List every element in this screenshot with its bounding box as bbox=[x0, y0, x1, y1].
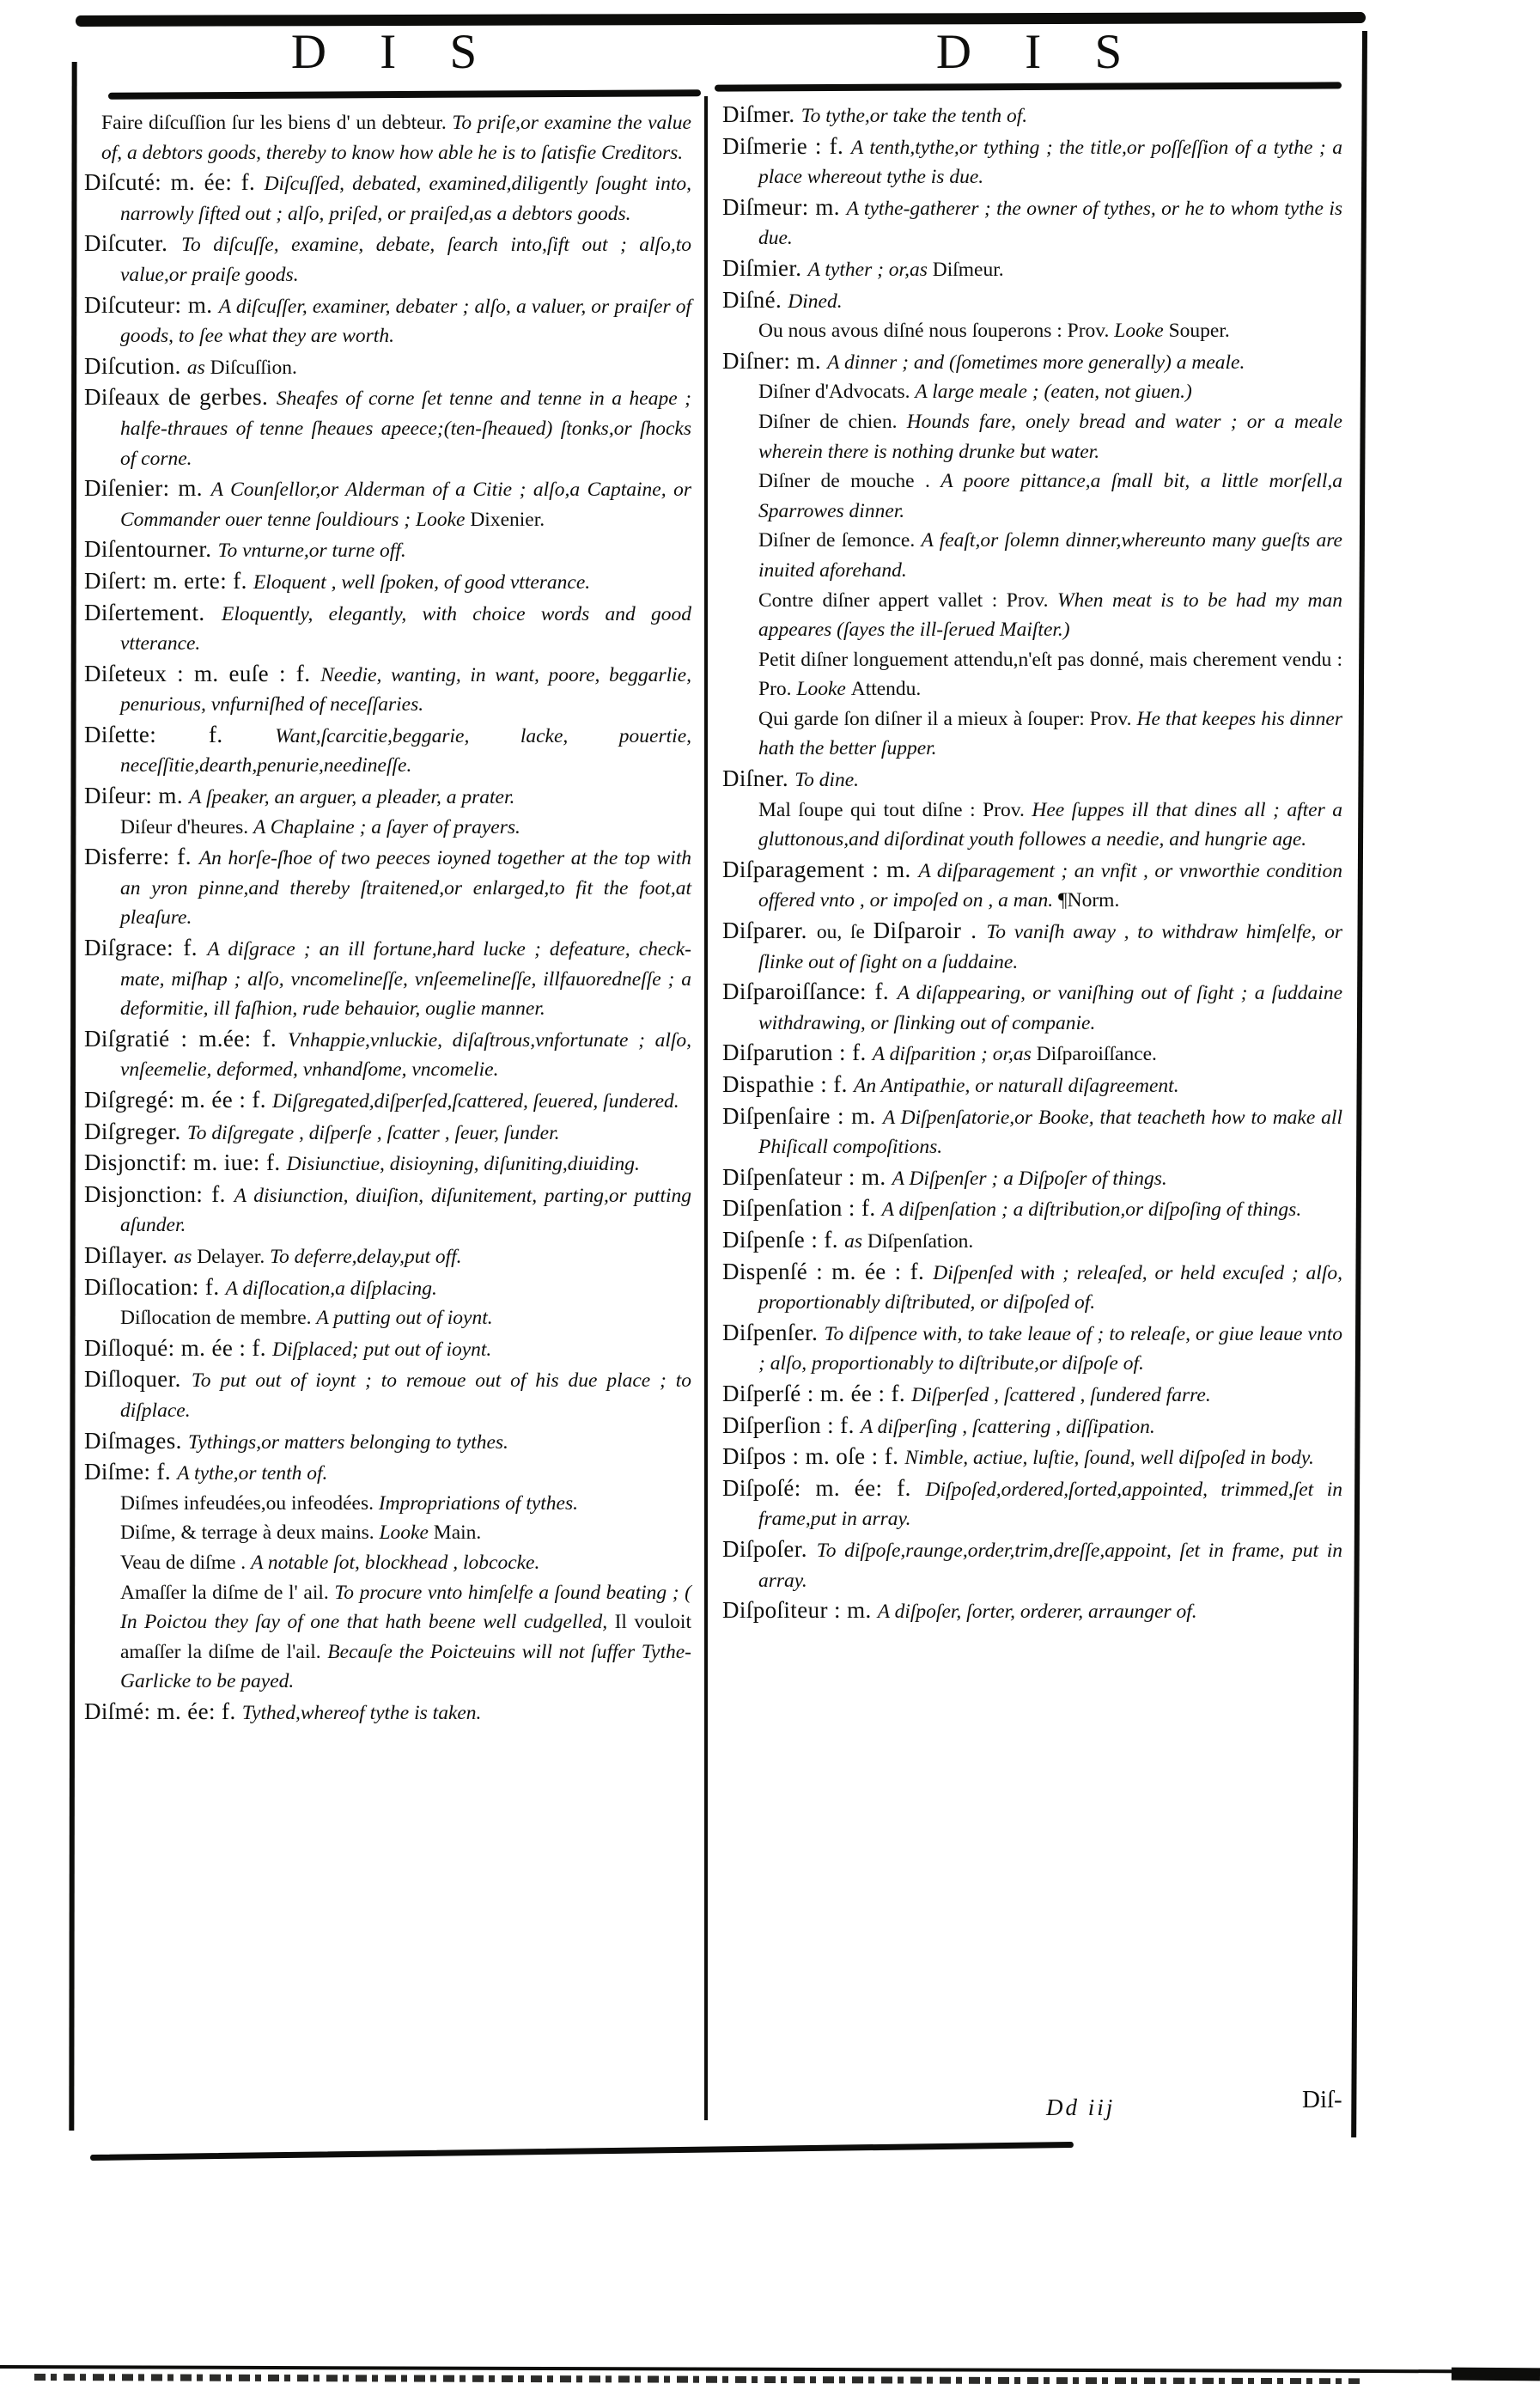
headword: Disjonctif: m. iue: f. bbox=[84, 1149, 287, 1176]
dictionary-entry bbox=[84, 108, 691, 168]
gloss-italic: A dinner ; and (ſometimes more generally) a meale. bbox=[827, 351, 1245, 374]
dictionary-entry bbox=[84, 1272, 691, 1304]
gloss-italic: Diſgregated,diſperſed,ſcattered, ſeuered, ſundered. bbox=[272, 1090, 679, 1113]
dictionary-entry bbox=[84, 1085, 691, 1117]
dictionary-entry bbox=[722, 1534, 1342, 1595]
headword: Diſme: f. bbox=[84, 1459, 178, 1485]
dictionary-entry bbox=[722, 377, 1342, 407]
headword: Diſperſé : m. ée : f. bbox=[722, 1380, 912, 1406]
roman-text: Amaſſer la diſme de l' ail. bbox=[120, 1581, 335, 1604]
gloss-italic: To vnturne,or turne off. bbox=[217, 540, 406, 563]
dictionary-entry bbox=[722, 704, 1342, 764]
roman-text: Diſparoiſſance. bbox=[1036, 1043, 1157, 1066]
roman-text: ¶Norm. bbox=[1057, 889, 1120, 912]
dictionary-entry bbox=[722, 100, 1342, 131]
dictionary-entry bbox=[722, 407, 1342, 466]
signature-mark: Dd iij bbox=[1046, 2094, 1116, 2120]
headword: Diſner: m. bbox=[722, 347, 828, 374]
roman-text: Diſner de ſemonce. bbox=[758, 529, 922, 552]
headword: Diſmages. bbox=[84, 1427, 188, 1454]
column-divider-rule bbox=[704, 96, 708, 2120]
headword: Diſmeur: m. bbox=[722, 193, 847, 220]
headword: Diſcuteur: m. bbox=[84, 291, 219, 318]
headword: Dispenſé : m. ée : f. bbox=[722, 1258, 934, 1284]
left-border-rule bbox=[69, 62, 76, 2131]
page-edge-dashes bbox=[34, 2374, 1361, 2384]
headword: Dispathie : f. bbox=[722, 1071, 854, 1097]
gloss-italic: A diſpoſer, ſorter, orderer, arraunger of. bbox=[877, 1601, 1197, 1624]
headword: Diſeteux : m. euſe : f. bbox=[84, 660, 321, 686]
gloss-italic: To deferre,delay,put off. bbox=[270, 1245, 462, 1268]
headword: Diſparagement : m. bbox=[722, 856, 919, 882]
dictionary-entry bbox=[722, 1225, 1342, 1257]
headword: Diſpenſation : f. bbox=[722, 1195, 882, 1222]
dictionary-entry bbox=[84, 1489, 691, 1519]
headword: Diſloquer. bbox=[84, 1366, 192, 1393]
dictionary-entry bbox=[722, 1379, 1342, 1411]
headword: Diſlocation: f. bbox=[84, 1273, 226, 1300]
gloss-italic: A poore pittance,a ſmall bit, a little morſell,a Sparrowes dinner. bbox=[758, 470, 1342, 522]
dictionary-entry bbox=[84, 566, 691, 598]
gloss-italic: Impropriations of tythes. bbox=[378, 1491, 579, 1515]
dictionary-entry bbox=[84, 1024, 691, 1085]
gloss-italic: To diſpoſe,raunge,order,trim,dreſſe,appoint, ſet in frame, put in array. bbox=[758, 1539, 1342, 1592]
dictionary-entry bbox=[722, 1193, 1342, 1225]
roman-text: Diſner de chien. bbox=[758, 410, 907, 433]
dictionary-entry bbox=[84, 598, 691, 659]
dictionary-entry bbox=[722, 855, 1342, 916]
gloss-italic: A diſcuſſer, examiner, debater ; alſo, a valuer, or praiſer of goods, to ſee what they are worth. bbox=[120, 295, 691, 348]
gloss-italic: To diſcuſſe, examine, debate, ſearch into,ſift out ; alſo,to value,or praiſe goods. bbox=[120, 234, 691, 286]
dictionary-entry bbox=[722, 526, 1342, 585]
headword: Diſgratié : m.ée: f. bbox=[84, 1025, 288, 1052]
dictionary-entry bbox=[84, 1697, 691, 1729]
running-head-right: D I S bbox=[935, 25, 1135, 79]
gloss-italic: A tenth,tythe,or tything ; the title,or poſſeſſion of a tythe ; a place whereout tythe is due. bbox=[758, 136, 1342, 189]
gloss-italic: A large meale ; (eaten, not giuen.) bbox=[915, 381, 1192, 404]
headword: Diſcuté: m. ée: f. bbox=[84, 169, 265, 196]
headword: Diſeaux de gerbes. bbox=[84, 384, 277, 411]
dictionary-entry bbox=[84, 842, 691, 933]
gloss-italic: When meat is to be had my man appeares (ſayes the ill-ſerued Maiſter.) bbox=[758, 588, 1342, 642]
dictionary-entry bbox=[722, 796, 1342, 855]
headword: Diſmerie : f. bbox=[722, 132, 851, 159]
roman-text: Delayer. bbox=[197, 1245, 271, 1268]
gloss-italic: Looke bbox=[796, 678, 851, 701]
dictionary-entry bbox=[722, 285, 1342, 317]
dictionary-entry bbox=[84, 290, 691, 351]
dictionary-entry bbox=[84, 1241, 691, 1272]
dictionary-entry bbox=[722, 192, 1342, 253]
dictionary-entry bbox=[722, 1318, 1342, 1379]
roman-text: Diſcuſſion. bbox=[210, 356, 297, 379]
dictionary-entry bbox=[84, 659, 691, 720]
dictionary-entry bbox=[84, 229, 691, 290]
headword: Disferre: f. bbox=[84, 844, 199, 870]
catchword: Diſ- bbox=[1302, 2086, 1342, 2113]
gloss-italic: A diſappearing, or vaniſhing out of ſight ; a ſuddaine withdrawing, or ſlinking out of companie. bbox=[758, 982, 1343, 1034]
headword: Diſertement. bbox=[84, 599, 222, 625]
headword: Diſpenſateur : m. bbox=[722, 1163, 892, 1190]
roman-text: Souper. bbox=[1168, 320, 1230, 343]
headword: Diſpoſer. bbox=[722, 1535, 817, 1562]
dictionary-entry bbox=[722, 1595, 1342, 1627]
roman-text: Contre diſner appert vallet : Prov. bbox=[758, 588, 1057, 612]
dictionary-entry bbox=[84, 1518, 691, 1548]
headword: Diſentourner. bbox=[84, 536, 218, 563]
dictionary-entry bbox=[84, 933, 691, 1024]
gloss-italic: Looke bbox=[416, 508, 471, 531]
headword: Diſparer. bbox=[722, 918, 817, 944]
page-edge-corner bbox=[1452, 2368, 1540, 2381]
gloss-italic: Diſcuſſed, debated, examined,diligently ſought into, narrowly ſifted out ; alſo, priſed, or praiſed,as a debtors goods. bbox=[120, 173, 691, 225]
headword: Diſparoiſſance: f. bbox=[722, 979, 898, 1005]
gloss-italic: A tythe,or tenth of. bbox=[177, 1462, 328, 1485]
dictionary-entry bbox=[722, 316, 1342, 346]
dictionary-entry bbox=[722, 1411, 1342, 1442]
roman-text: Diſner de mouche . bbox=[758, 470, 941, 493]
gloss-italic: Nimble, actiue, luſtie, ſound, well diſpoſed in body. bbox=[904, 1447, 1314, 1470]
gloss-italic: A Chaplaine ; a ſayer of prayers. bbox=[253, 815, 520, 838]
headword: Diſparoir . bbox=[873, 918, 987, 944]
roman-text: Ou nous avous diſné nous ſouperons : Prov. bbox=[758, 320, 1115, 343]
headword: Diſmer. bbox=[722, 101, 801, 127]
gloss-italic: A ſpeaker, an arguer, a pleader, a prater. bbox=[189, 786, 515, 809]
gloss-italic: Disiunctiue, disioyning, diſuniting,diuiding. bbox=[286, 1153, 640, 1176]
left-column bbox=[84, 108, 691, 1728]
gloss-italic: Tythed,whereof tythe is taken. bbox=[241, 1701, 482, 1724]
dictionary-entry bbox=[722, 1162, 1342, 1194]
gloss-italic: Hounds fare, onely bread and water ; or a meale wherein there is nothing drunke but water. bbox=[758, 410, 1342, 463]
gloss-italic: Becauſe the Poicteuins will not ſuffer Tythe-Garlicke to be payed. bbox=[120, 1640, 691, 1693]
gloss-italic: as bbox=[844, 1229, 867, 1253]
roman-text: Diſpenſation. bbox=[867, 1229, 974, 1253]
gloss-italic: A tythe-gatherer ; the owner of tythes, or he to whom tythe is due. bbox=[758, 197, 1342, 250]
headword: Diſpos : m. oſe : f. bbox=[722, 1443, 905, 1470]
gloss-italic: A Diſpenſer ; a Diſpoſer of things. bbox=[892, 1167, 1167, 1190]
headword: Diſpoſiteur : m. bbox=[722, 1597, 878, 1624]
headword: Diſloqué: m. ée : f. bbox=[84, 1334, 273, 1361]
gloss-italic: A diſperſing , ſcattering , diſſipation. bbox=[860, 1415, 1155, 1438]
gloss-italic: A feaſt,or ſolemn dinner,whereunto many gueſts are inuited aforehand. bbox=[758, 529, 1342, 582]
dictionary-entry bbox=[84, 473, 691, 534]
dictionary-entry bbox=[722, 764, 1342, 796]
gloss-italic: To put out of ioynt ; to remoue out of his due place ; to diſplace. bbox=[120, 1369, 691, 1422]
headword: Diſcution. bbox=[84, 352, 187, 379]
headword: Diſmier. bbox=[722, 254, 808, 281]
dictionary-entry bbox=[84, 351, 691, 383]
headword: Diſmé: m. ée: f. bbox=[84, 1698, 242, 1724]
roman-text: ou, ſe bbox=[816, 921, 873, 944]
headword: Diſeur: m. bbox=[84, 783, 190, 809]
dictionary-entry bbox=[722, 1473, 1342, 1534]
gloss-italic: A diſparition ; or,as bbox=[872, 1043, 1037, 1066]
right-column bbox=[722, 100, 1342, 1627]
gloss-italic: Want,ſcarcitie,beggarie, lacke, pouertie, neceſſitie,dearth,penurie,needineſſe. bbox=[120, 724, 691, 777]
dictionary-entry bbox=[722, 586, 1342, 645]
dictionary-entry bbox=[84, 382, 691, 473]
dictionary-entry bbox=[84, 720, 691, 781]
gloss-italic: Eloquent , well ſpoken, of good vtterance. bbox=[253, 570, 591, 594]
gloss-italic: A diſparagement ; an vnfit , or vnworthie condition offered vnto , or impoſed on , a man. bbox=[758, 859, 1342, 912]
header-rule-left bbox=[108, 89, 701, 100]
gloss-italic: Diſpenſed with ; releaſed, or held excuſed ; alſo, proportionably diſtributed, or diſpoſed of. bbox=[758, 1261, 1342, 1314]
gloss-italic: Diſperſed , ſcattered , ſundered farre. bbox=[911, 1383, 1211, 1406]
dictionary-entry bbox=[722, 1038, 1342, 1070]
headword: Diſlayer. bbox=[84, 1241, 174, 1268]
roman-text: Main. bbox=[433, 1521, 482, 1545]
gloss-italic: An Antipathie, or naturall diſagreement. bbox=[853, 1075, 1179, 1097]
dictionary-entry bbox=[722, 1257, 1342, 1318]
roman-text: Petit diſner longuement attendu,n'eſt pas donné, mais cherement vendu : Pro. bbox=[758, 648, 1342, 701]
gloss-italic: A diſpenſation ; a diſtribution,or diſpoſing of things. bbox=[881, 1198, 1302, 1222]
roman-text: Diſme, & terrage à deux mains. bbox=[120, 1521, 380, 1545]
dictionary-entry bbox=[84, 1117, 691, 1149]
gloss-italic: An horſe-ſhoe of two peeces ioyned together at the top with an yron pinne,and thereby ſtraitened,or enlarged,to fit the foot,at pleaſure. bbox=[120, 847, 691, 930]
dictionary-entry bbox=[722, 346, 1342, 378]
roman-text: Veau de diſme . bbox=[120, 1551, 252, 1574]
roman-text: Mal ſoupe qui tout diſne : Prov. bbox=[758, 798, 1032, 821]
gloss-italic: Dined. bbox=[788, 290, 843, 313]
roman-text: Faire diſcuſſion ſur les biens d' un debteur. bbox=[101, 112, 453, 134]
dictionary-entry bbox=[722, 977, 1342, 1038]
running-head-left: D I S bbox=[290, 25, 490, 79]
gloss-italic: Looke bbox=[379, 1521, 434, 1545]
headword: Diſner. bbox=[722, 765, 795, 792]
dictionary-entry bbox=[84, 1364, 691, 1425]
gloss-italic: To diſpence with, to take leaue of ; to releaſe, or giue leaue vnto ; alſo, proportionably to diſtribute,or diſpoſe of. bbox=[758, 1322, 1343, 1375]
page-edge-line bbox=[0, 2365, 1540, 2374]
bottom-text-rule bbox=[90, 2142, 1074, 2161]
dictionary-entry bbox=[84, 1426, 691, 1458]
dictionary-entry bbox=[84, 534, 691, 566]
headword: Diſette: f. bbox=[84, 721, 276, 747]
dictionary-entry bbox=[84, 1180, 691, 1241]
gloss-italic: To procure vnto himſelfe a ſound beating ; ( In Poictou they ſay of one that hath beene well cudgelled, bbox=[120, 1581, 691, 1634]
headword: Diſpenſaire : m. bbox=[722, 1102, 883, 1129]
gloss-italic: He that keepes his dinner hath the better ſupper. bbox=[758, 707, 1342, 760]
gloss-italic: To dine. bbox=[794, 769, 860, 792]
dictionary-entry bbox=[722, 1070, 1342, 1101]
headword: Diſpenſer. bbox=[722, 1319, 825, 1345]
gloss-italic: Tythings,or matters belonging to tythes. bbox=[187, 1430, 508, 1454]
gloss-italic: A diſgrace ; an ill fortune,hard lucke ; defeature, check-mate, miſhap ; alſo, vncomelineſſe, vnſeemelineſſe, illfauoredneſſe ; a deformitie, ill faſhion, rude behauior, ouglie manner. bbox=[120, 938, 692, 1021]
gloss-italic: A Counſellor,or Alderman of a Citie ; alſo,a Captaine, or Commander ouer tenne ſouldiours ; bbox=[120, 479, 691, 531]
dictionary-entry bbox=[722, 645, 1342, 704]
roman-text: Diſeur d'heures. bbox=[120, 815, 253, 838]
dictionary-entry bbox=[84, 1333, 691, 1365]
roman-text: Attendu. bbox=[850, 678, 922, 701]
headword: Diſparution : f. bbox=[722, 1040, 873, 1066]
gloss-italic: A Diſpenſatorie,or Booke, that teacheth how to make all Phiſicall compoſitions. bbox=[758, 1106, 1342, 1159]
dictionary-entry bbox=[84, 781, 691, 813]
dictionary-entry bbox=[84, 1148, 691, 1180]
dictionary-entry bbox=[84, 1457, 691, 1489]
gloss-italic: To diſgregate , diſperſe , ſcatter , ſeuer, ſunder. bbox=[186, 1121, 560, 1144]
gloss-italic: Diſplaced; put out of ioynt. bbox=[272, 1338, 492, 1361]
gloss-italic: A disiunction, diuiſion, diſunitement, parting,or putting aſunder. bbox=[120, 1184, 692, 1237]
gloss-italic: Looke bbox=[1114, 320, 1169, 343]
headword: Diſert: m. erte: f. bbox=[84, 567, 253, 594]
dictionary-entry bbox=[722, 916, 1342, 977]
dictionary-entry bbox=[84, 1578, 691, 1697]
gloss-italic: To vaniſh away , to withdraw himſelfe, or ſlinke out of ſight on a ſuddaine. bbox=[758, 921, 1342, 973]
roman-text: Diſlocation de membre. bbox=[120, 1307, 317, 1330]
gloss-italic: Eloquently, elegantly, with choice words and good vtterance. bbox=[120, 602, 692, 655]
header-rule-right bbox=[715, 82, 1342, 91]
roman-text: Il vouloit amaſſer la diſme de l'ail. bbox=[120, 1611, 691, 1663]
headword: Diſpoſé: m. ée: f. bbox=[722, 1474, 926, 1501]
headword: Diſpenſe : f. bbox=[722, 1226, 845, 1253]
headword: Diſcuter. bbox=[84, 230, 182, 257]
roman-text: Diſner d'Advocats. bbox=[758, 381, 916, 404]
headword: Diſgreger. bbox=[84, 1118, 187, 1144]
dictionary-entry bbox=[84, 168, 691, 229]
right-border-rule bbox=[1351, 31, 1367, 2137]
gloss-italic: To priſe,or examine the value of, a debtors goods, thereby to know how able he is to ſatisfie Creditors. bbox=[101, 112, 691, 164]
dictionary-entry bbox=[722, 253, 1342, 285]
gloss-italic: Sheafes of corne ſet tenne and tenne in a heape ; halfe-thraues of tenne ſheaues apeece;(ten-ſheaued) ſtonks,or ſhocks of corne. bbox=[120, 387, 691, 470]
dictionary-entry bbox=[84, 1548, 691, 1578]
roman-text: Diſmeur. bbox=[932, 258, 1004, 281]
headword: Diſperſion : f. bbox=[722, 1411, 861, 1438]
dictionary-entry bbox=[722, 131, 1342, 192]
headword: Diſné. bbox=[722, 286, 788, 313]
headword: Diſgrace: f. bbox=[84, 935, 208, 961]
gloss-italic: Needie, wanting, in want, poore, beggarlie, penurious, vnfurniſhed of neceſſaries. bbox=[120, 663, 691, 716]
gloss-italic: A tyther ; or,as bbox=[807, 258, 933, 281]
gloss-italic: as bbox=[173, 1245, 198, 1268]
headword: Diſenier: m. bbox=[84, 475, 211, 502]
gloss-italic: A notable ſot, blockhead , lobcocke. bbox=[251, 1551, 540, 1574]
headword: Diſgregé: m. ée : f. bbox=[84, 1087, 273, 1113]
gloss-italic: A diſlocation,a diſplacing. bbox=[225, 1277, 437, 1300]
roman-text: Diſmes infeudées,ou infeodées. bbox=[120, 1491, 379, 1515]
dictionary-entry bbox=[84, 1303, 691, 1333]
gloss-italic: To tythe,or take the tenth of. bbox=[800, 105, 1028, 127]
gloss-italic: Vnhappie,vnluckie, diſaſtrous,vnfortunate ; alſo, vnſeemelie, deformed, vnhandſome, vncomelie. bbox=[120, 1028, 691, 1082]
gloss-italic: Diſpoſed,ordered,ſorted,appointed, trimmed,ſet in frame,put in array. bbox=[758, 1478, 1342, 1531]
gloss-italic: A putting out of ioynt. bbox=[316, 1307, 493, 1330]
roman-text: Dixenier. bbox=[470, 508, 545, 531]
headword: Disjonction: f. bbox=[84, 1180, 234, 1207]
dictionary-entry bbox=[722, 1101, 1342, 1162]
dictionary-entry bbox=[722, 1442, 1342, 1473]
roman-text: Qui garde ſon diſner il a mieux à ſouper: Prov. bbox=[758, 707, 1137, 730]
dictionary-entry bbox=[722, 466, 1342, 526]
gloss-italic: as bbox=[186, 356, 210, 379]
dictionary-entry bbox=[84, 813, 691, 843]
gloss-italic: Hee ſuppes ill that dines all ; after a gluttonous,and diſordinat youth followes a needie, and hungrie age. bbox=[758, 798, 1342, 851]
